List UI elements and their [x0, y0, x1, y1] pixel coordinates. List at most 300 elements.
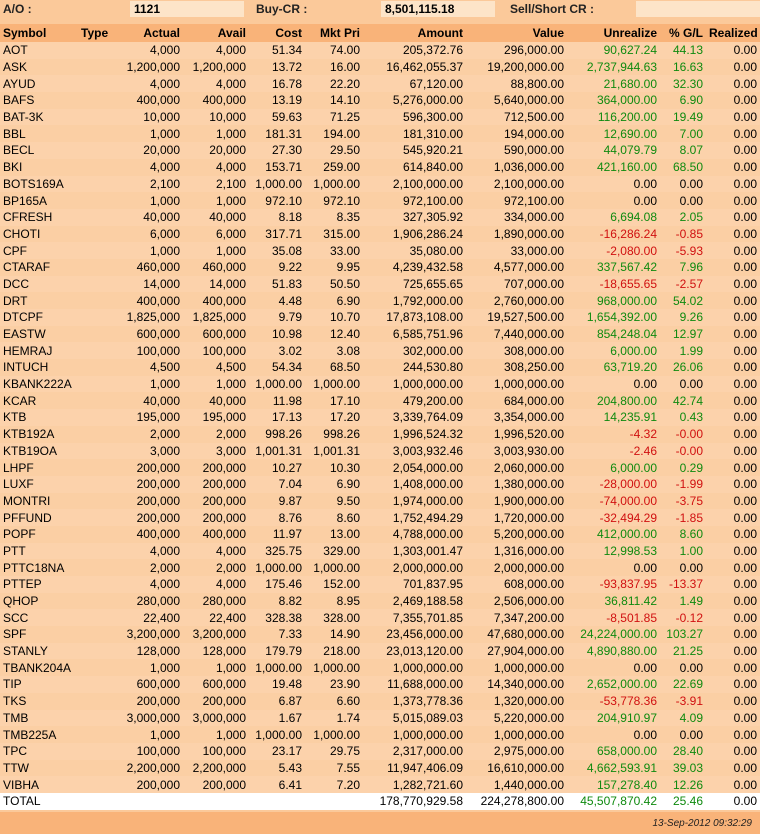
cell-amount: 1,000,000.00 [363, 726, 466, 743]
cell-type [78, 509, 118, 526]
cell-avail: 4,000 [183, 543, 249, 560]
cell-realized: 0.00 [706, 543, 760, 560]
cell-pct-gl: 4.09 [660, 710, 706, 727]
cell-actual: 100,000 [118, 743, 183, 760]
table-row[interactable] [0, 609, 760, 626]
ao-value: 1121 [130, 1, 244, 17]
cell-mkt-pri: 1,001.31 [305, 443, 363, 460]
cell-amount: 1,303,001.47 [363, 543, 466, 560]
cell-value: 1,900,000.00 [466, 493, 567, 510]
table-row[interactable] [0, 676, 760, 693]
cell-pct-gl: 1.00 [660, 543, 706, 560]
col-header-type[interactable]: Type [78, 24, 118, 42]
cell-symbol: KTB19OA [0, 443, 78, 460]
cell-unrealize: 4,662,593.91 [567, 760, 660, 777]
cell-actual: 200,000 [118, 776, 183, 793]
cell-unrealize: 364,000.00 [567, 92, 660, 109]
cell-type [78, 543, 118, 560]
cell-mkt-pri: 29.50 [305, 142, 363, 159]
cell-value: 224,278,800.00 [466, 793, 567, 810]
cell-actual: 4,000 [118, 75, 183, 92]
cell-unrealize: -32,494.29 [567, 509, 660, 526]
table-row[interactable] [0, 576, 760, 593]
cell-pct-gl: 19.49 [660, 109, 706, 126]
table-row[interactable] [0, 309, 760, 326]
table-row[interactable] [0, 476, 760, 493]
cell-avail: 200,000 [183, 459, 249, 476]
cell-mkt-pri: 33.00 [305, 242, 363, 259]
cell-mkt-pri: 315.00 [305, 226, 363, 243]
cell-cost: 17.13 [249, 409, 305, 426]
cell-mkt-pri: 1,000.00 [305, 659, 363, 676]
table-row[interactable] [0, 693, 760, 710]
cell-realized: 0.00 [706, 59, 760, 76]
cell-value: 14,340,000.00 [466, 676, 567, 693]
table-row[interactable] [0, 760, 760, 777]
cell-pct-gl: 0.00 [660, 659, 706, 676]
cell-amount: 1,282,721.60 [363, 776, 466, 793]
cell-unrealize: 63,719.20 [567, 359, 660, 376]
cell-amount: 2,317,000.00 [363, 743, 466, 760]
cell-type [78, 476, 118, 493]
cell-type [78, 426, 118, 443]
cell-amount: 2,000,000.00 [363, 559, 466, 576]
cell-symbol: POPF [0, 526, 78, 543]
cell-value: 1,000,000.00 [466, 726, 567, 743]
cell-pct-gl: -0.00 [660, 426, 706, 443]
cell-actual: 4,000 [118, 42, 183, 59]
cell-avail: 280,000 [183, 593, 249, 610]
cell-pct-gl: -0.12 [660, 609, 706, 626]
cell-avail: 6,000 [183, 226, 249, 243]
cell-symbol: BKI [0, 159, 78, 176]
cell-unrealize: 0.00 [567, 176, 660, 193]
cell-amount: 1,906,286.24 [363, 226, 466, 243]
cell-value: 1,316,000.00 [466, 543, 567, 560]
cell-actual: 10,000 [118, 109, 183, 126]
cell-pct-gl: 0.29 [660, 459, 706, 476]
buy-cr-value: 8,501,115.18 [381, 1, 495, 17]
cell-realized: 0.00 [706, 159, 760, 176]
cell-cost: 10.98 [249, 326, 305, 343]
cell-mkt-pri: 6.60 [305, 693, 363, 710]
cell-symbol: VIBHA [0, 776, 78, 793]
cell-amount: 5,276,000.00 [363, 92, 466, 109]
cell-cost: 317.71 [249, 226, 305, 243]
cell-mkt-pri: 259.00 [305, 159, 363, 176]
table-row[interactable] [0, 326, 760, 343]
cell-amount: 7,355,701.85 [363, 609, 466, 626]
cell-type [78, 242, 118, 259]
cell-pct-gl: 16.63 [660, 59, 706, 76]
cell-realized: 0.00 [706, 259, 760, 276]
cell-unrealize: 12,690.00 [567, 125, 660, 142]
col-header-unrealize[interactable]: Unrealize [567, 24, 660, 42]
table-row[interactable] [0, 493, 760, 510]
col-header-pct-gl[interactable]: % G/L [660, 24, 706, 42]
cell-amount: 972,100.00 [363, 192, 466, 209]
cell-avail: 20,000 [183, 142, 249, 159]
cell-actual: 4,500 [118, 359, 183, 376]
cell-unrealize: 24,224,000.00 [567, 626, 660, 643]
cell-actual: 3,000 [118, 443, 183, 460]
cell-realized: 0.00 [706, 42, 760, 59]
table-row[interactable] [0, 726, 760, 743]
cell-amount: 6,585,751.96 [363, 326, 466, 343]
cell-unrealize: -16,286.24 [567, 226, 660, 243]
cell-pct-gl: -5.93 [660, 242, 706, 259]
table-row[interactable] [0, 226, 760, 243]
cell-pct-gl: 1.49 [660, 593, 706, 610]
cell-mkt-pri: 1,000.00 [305, 726, 363, 743]
table-row[interactable] [0, 259, 760, 276]
table-row[interactable] [0, 426, 760, 443]
cell-symbol: AOT [0, 42, 78, 59]
cell-symbol: KBANK222A [0, 376, 78, 393]
table-row[interactable] [0, 159, 760, 176]
cell-realized: 0.00 [706, 626, 760, 643]
cell-realized: 0.00 [706, 559, 760, 576]
cell-amount: 1,996,524.32 [363, 426, 466, 443]
cell-mkt-pri: 13.00 [305, 526, 363, 543]
cell-mkt-pri: 8.35 [305, 209, 363, 226]
cell-avail: 100,000 [183, 342, 249, 359]
table-row[interactable] [0, 376, 760, 393]
cell-mkt-pri: 12.40 [305, 326, 363, 343]
cell-pct-gl: 25.46 [660, 793, 706, 810]
cell-type [78, 626, 118, 643]
cell-pct-gl: 39.03 [660, 760, 706, 777]
cell-unrealize: -4.32 [567, 426, 660, 443]
cell-symbol: CPF [0, 242, 78, 259]
cell-type [78, 459, 118, 476]
cell-realized: 0.00 [706, 659, 760, 676]
table-row[interactable] [0, 142, 760, 159]
cell-realized: 0.00 [706, 292, 760, 309]
cell-symbol: INTUCH [0, 359, 78, 376]
cell-actual: 100,000 [118, 342, 183, 359]
cell-actual: 3,000,000 [118, 710, 183, 727]
cell-unrealize: 14,235.91 [567, 409, 660, 426]
cell-pct-gl: 103.27 [660, 626, 706, 643]
cell-unrealize: 6,000.00 [567, 459, 660, 476]
cell-value: 707,000.00 [466, 276, 567, 293]
cell-mkt-pri: 14.90 [305, 626, 363, 643]
cell-mkt-pri: 71.25 [305, 109, 363, 126]
cell-realized: 0.00 [706, 676, 760, 693]
cell-value: 1,036,000.00 [466, 159, 567, 176]
table-row[interactable] [0, 125, 760, 142]
cell-symbol: TTW [0, 760, 78, 777]
cell-value: 608,000.00 [466, 576, 567, 593]
cell-amount: 2,469,188.58 [363, 593, 466, 610]
cell-amount: 1,373,778.36 [363, 693, 466, 710]
account-summary-bar [0, 0, 760, 18]
table-row[interactable] [0, 459, 760, 476]
cell-avail: 1,000 [183, 242, 249, 259]
cell-pct-gl: 2.05 [660, 209, 706, 226]
cell-cost: 1,000.00 [249, 176, 305, 193]
cell-realized: 0.00 [706, 443, 760, 460]
cell-cost: 1.67 [249, 710, 305, 727]
table-row[interactable] [0, 643, 760, 660]
cell-avail: 1,825,000 [183, 309, 249, 326]
cell-type [78, 309, 118, 326]
table-header-row [0, 24, 760, 42]
cell-type [78, 793, 118, 810]
cell-symbol: PTTC18NA [0, 559, 78, 576]
table-row[interactable] [0, 75, 760, 92]
cell-unrealize: 204,800.00 [567, 392, 660, 409]
table-row[interactable] [0, 292, 760, 309]
cell-pct-gl: 26.06 [660, 359, 706, 376]
cell-type [78, 59, 118, 76]
cell-symbol: PTT [0, 543, 78, 560]
cell-realized: 0.00 [706, 226, 760, 243]
cell-type [78, 75, 118, 92]
cell-pct-gl: 6.90 [660, 92, 706, 109]
cell-amount: 2,054,000.00 [363, 459, 466, 476]
cell-value: 2,760,000.00 [466, 292, 567, 309]
cell-actual: 400,000 [118, 292, 183, 309]
cell-symbol: KTB [0, 409, 78, 426]
table-row[interactable] [0, 109, 760, 126]
col-header-cost[interactable]: Cost [249, 24, 305, 42]
cell-value: 2,060,000.00 [466, 459, 567, 476]
cell-realized: 0.00 [706, 476, 760, 493]
cell-actual: 2,100 [118, 176, 183, 193]
cell-actual: 128,000 [118, 643, 183, 660]
cell-realized: 0.00 [706, 359, 760, 376]
cell-unrealize: 21,680.00 [567, 75, 660, 92]
cell-cost: 1,000.00 [249, 726, 305, 743]
cell-unrealize: 2,652,000.00 [567, 676, 660, 693]
cell-unrealize: 1,654,392.00 [567, 309, 660, 326]
col-header-avail[interactable]: Avail [183, 24, 249, 42]
table-row[interactable] [0, 509, 760, 526]
cell-actual: 200,000 [118, 509, 183, 526]
col-header-symbol[interactable]: Symbol [0, 24, 78, 42]
table-row[interactable] [0, 593, 760, 610]
cell-cost: 7.04 [249, 476, 305, 493]
cell-value: 1,000,000.00 [466, 659, 567, 676]
cell-cost: 13.72 [249, 59, 305, 76]
table-row[interactable] [0, 209, 760, 226]
table-row[interactable] [0, 559, 760, 576]
cell-mkt-pri: 14.10 [305, 92, 363, 109]
cell-mkt-pri: 6.90 [305, 292, 363, 309]
cell-amount: 205,372.76 [363, 42, 466, 59]
cell-actual: 460,000 [118, 259, 183, 276]
cell-symbol: TMB [0, 710, 78, 727]
table-row[interactable] [0, 192, 760, 209]
cell-realized: 0.00 [706, 409, 760, 426]
cell-pct-gl: -1.85 [660, 509, 706, 526]
cell-unrealize: 854,248.04 [567, 326, 660, 343]
cell-realized: 0.00 [706, 593, 760, 610]
cell-actual: 22,400 [118, 609, 183, 626]
cell-actual: 20,000 [118, 142, 183, 159]
cell-type [78, 359, 118, 376]
cell-pct-gl: 68.50 [660, 159, 706, 176]
col-header-value[interactable]: Value [466, 24, 567, 42]
cell-actual: 6,000 [118, 226, 183, 243]
cell-type [78, 576, 118, 593]
table-row[interactable] [0, 276, 760, 293]
cell-symbol: TPC [0, 743, 78, 760]
cell-unrealize: -8,501.85 [567, 609, 660, 626]
cell-cost: 1,000.00 [249, 659, 305, 676]
cell-symbol: CFRESH [0, 209, 78, 226]
table-row[interactable] [0, 776, 760, 793]
table-row[interactable] [0, 543, 760, 560]
cell-type [78, 776, 118, 793]
cell-type [78, 643, 118, 660]
cell-amount: 5,015,089.03 [363, 710, 466, 727]
cell-unrealize: 0.00 [567, 192, 660, 209]
cell-symbol: STANLY [0, 643, 78, 660]
cell-actual: 1,200,000 [118, 59, 183, 76]
cell-value: 2,975,000.00 [466, 743, 567, 760]
total-row[interactable] [0, 793, 760, 810]
table-row[interactable] [0, 59, 760, 76]
cell-type [78, 376, 118, 393]
cell-avail: 40,000 [183, 209, 249, 226]
cell-avail: 2,000 [183, 426, 249, 443]
col-header-amount[interactable]: Amount [363, 24, 466, 42]
cell-actual: 280,000 [118, 593, 183, 610]
cell-realized: 0.00 [706, 276, 760, 293]
cell-actual: 200,000 [118, 459, 183, 476]
cell-type [78, 176, 118, 193]
cell-pct-gl: 0.00 [660, 726, 706, 743]
cell-symbol: BOTS169A [0, 176, 78, 193]
cell-type [78, 42, 118, 59]
cell-mkt-pri: 17.20 [305, 409, 363, 426]
cell-value: 1,000,000.00 [466, 376, 567, 393]
cell-amount: 1,000,000.00 [363, 376, 466, 393]
cell-pct-gl: 1.99 [660, 342, 706, 359]
cell-mkt-pri: 17.10 [305, 392, 363, 409]
cell-actual: 40,000 [118, 392, 183, 409]
cell-avail: 460,000 [183, 259, 249, 276]
cell-amount: 1,752,494.29 [363, 509, 466, 526]
cell-realized: 0.00 [706, 526, 760, 543]
cell-type [78, 409, 118, 426]
cell-mkt-pri: 29.75 [305, 743, 363, 760]
cell-value: 4,577,000.00 [466, 259, 567, 276]
cell-amount: 327,305.92 [363, 209, 466, 226]
cell-avail: 400,000 [183, 92, 249, 109]
cell-value: 2,100,000.00 [466, 176, 567, 193]
cell-symbol: MONTRI [0, 493, 78, 510]
cell-actual: 600,000 [118, 326, 183, 343]
cell-pct-gl: -2.57 [660, 276, 706, 293]
cell-symbol: CHOTI [0, 226, 78, 243]
cell-type [78, 392, 118, 409]
cell-type [78, 693, 118, 710]
table-row[interactable] [0, 42, 760, 59]
table-row[interactable] [0, 359, 760, 376]
cell-value: 1,996,520.00 [466, 426, 567, 443]
cell-avail: 200,000 [183, 509, 249, 526]
cell-value: 972,100.00 [466, 192, 567, 209]
col-header-mkt-pri[interactable]: Mkt Pri [305, 24, 363, 42]
cell-symbol: PTTEP [0, 576, 78, 593]
cell-value: 47,680,000.00 [466, 626, 567, 643]
cell-avail: 1,000 [183, 125, 249, 142]
cell-symbol: TMB225A [0, 726, 78, 743]
cell-symbol: DRT [0, 292, 78, 309]
cell-avail: 2,000 [183, 559, 249, 576]
table-row[interactable] [0, 626, 760, 643]
cell-realized: 0.00 [706, 726, 760, 743]
cell-amount: 23,456,000.00 [363, 626, 466, 643]
portfolio-table [0, 24, 760, 810]
cell-mkt-pri: 194.00 [305, 125, 363, 142]
table-row[interactable] [0, 710, 760, 727]
table-row[interactable] [0, 526, 760, 543]
col-header-realized[interactable]: Realized [706, 24, 760, 42]
cell-actual: 1,000 [118, 125, 183, 142]
table-row[interactable] [0, 342, 760, 359]
cell-actual: 2,000 [118, 559, 183, 576]
table-row[interactable] [0, 443, 760, 460]
cell-cost: 1,001.31 [249, 443, 305, 460]
table-row[interactable] [0, 409, 760, 426]
table-row[interactable] [0, 392, 760, 409]
cell-mkt-pri: 50.50 [305, 276, 363, 293]
cell-mkt-pri: 218.00 [305, 643, 363, 660]
cell-value: 7,440,000.00 [466, 326, 567, 343]
cell-avail: 10,000 [183, 109, 249, 126]
cell-realized: 0.00 [706, 75, 760, 92]
cell-actual: 1,825,000 [118, 309, 183, 326]
cell-realized: 0.00 [706, 493, 760, 510]
cell-avail: 1,000 [183, 376, 249, 393]
cell-amount: 1,792,000.00 [363, 292, 466, 309]
cell-value: 308,250.00 [466, 359, 567, 376]
cell-type [78, 526, 118, 543]
table-row[interactable] [0, 743, 760, 760]
table-row[interactable] [0, 659, 760, 676]
col-header-actual[interactable]: Actual [118, 24, 183, 42]
cell-cost: 181.31 [249, 125, 305, 142]
cell-type [78, 142, 118, 159]
cell-symbol: QHOP [0, 593, 78, 610]
cell-mkt-pri: 1.74 [305, 710, 363, 727]
cell-symbol: BECL [0, 142, 78, 159]
table-row[interactable] [0, 92, 760, 109]
cell-amount: 16,462,055.37 [363, 59, 466, 76]
cell-cost: 10.27 [249, 459, 305, 476]
cell-symbol: TOTAL [0, 793, 78, 810]
cell-value: 5,200,000.00 [466, 526, 567, 543]
cell-avail: 400,000 [183, 292, 249, 309]
cell-pct-gl: 12.26 [660, 776, 706, 793]
cell-type [78, 559, 118, 576]
cell-realized: 0.00 [706, 176, 760, 193]
table-row[interactable] [0, 242, 760, 259]
cell-value: 3,354,000.00 [466, 409, 567, 426]
cell-mkt-pri: 6.90 [305, 476, 363, 493]
cell-unrealize: -74,000.00 [567, 493, 660, 510]
cell-unrealize: 36,811.42 [567, 593, 660, 610]
sell-short-cr-label: Sell/Short CR : [510, 2, 595, 16]
cell-type [78, 192, 118, 209]
cell-cost: 4.48 [249, 292, 305, 309]
table-row[interactable] [0, 176, 760, 193]
